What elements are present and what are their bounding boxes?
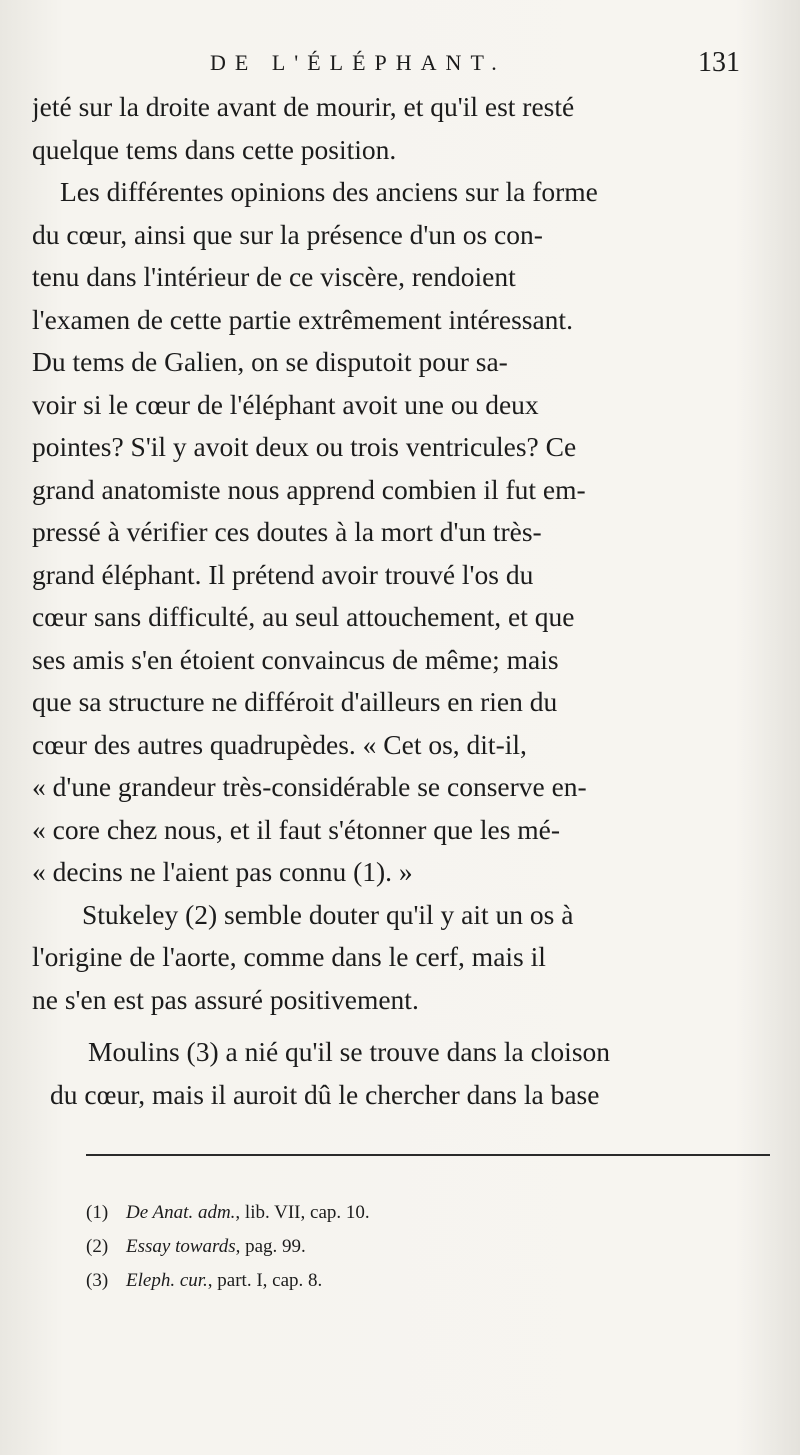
footnote-title: Eleph. cur. bbox=[126, 1270, 208, 1291]
text-line: l'origine de l'aorte, comme dans le cerf, mais il bbox=[32, 941, 546, 972]
text-line: tenu dans l'intérieur de ce viscère, rendoient bbox=[32, 261, 516, 292]
text-line: du cœur, ainsi que sur la présence d'un os con- bbox=[32, 218, 543, 250]
text-line: quelque tems dans cette position. bbox=[32, 133, 397, 165]
text-line: jeté sur la droite avant de mourir, et qu'il est resté bbox=[32, 91, 575, 122]
page-number: 131 bbox=[698, 47, 740, 78]
text-line: pressé à vérifier ces doutes à la mort d'un très- bbox=[32, 516, 542, 547]
text-line: l'examen de cette partie extrêmement intéressant. bbox=[32, 303, 573, 335]
footnote-marker: (3) bbox=[86, 1270, 109, 1291]
text-line: « decins ne l'aient pas connu (1). » bbox=[32, 856, 413, 887]
footnote bbox=[86, 1196, 746, 1230]
text-line: cœur sans difficulté, au seul attouchement, et que bbox=[32, 601, 575, 632]
paragraph bbox=[32, 1031, 764, 1116]
text-line: du cœur, mais il auroit dû le chercher dans la base bbox=[50, 1078, 600, 1110]
footnote bbox=[86, 1264, 746, 1298]
text-line: que sa structure ne différoit d'ailleurs en rien du bbox=[32, 686, 558, 717]
footnote-title: Essay towards bbox=[126, 1236, 236, 1257]
footnotes bbox=[86, 1196, 746, 1298]
paragraph bbox=[32, 894, 764, 1022]
footnote-ref: , part. I, cap. 8. bbox=[207, 1270, 323, 1291]
text-line: « core chez nous, et il faut s'étonner que les mé- bbox=[32, 813, 561, 845]
text-line: Moulins (3) a nié qu'il se trouve dans la cloison bbox=[88, 1036, 611, 1067]
text-line: Du tems de Galien, on se disputoit pour sa- bbox=[32, 346, 508, 377]
text-line: voir si le cœur de l'éléphant avoit une ou deux bbox=[32, 388, 539, 420]
text-line: Stukeley (2) semble douter qu'il y ait un os à bbox=[82, 898, 574, 930]
footnote-marker: (1) bbox=[86, 1202, 109, 1223]
text-line: grand éléphant. Il prétend avoir trouvé l'os du bbox=[32, 558, 534, 590]
text-line: grand anatomiste nous apprend combien il fut em- bbox=[32, 473, 586, 505]
footnote-ref: , pag. 99. bbox=[235, 1236, 306, 1257]
paragraph bbox=[32, 171, 764, 894]
text-line: Les différentes opinions des anciens sur la forme bbox=[60, 176, 598, 207]
text-line: ses amis s'en étoient convaincus de même; mais bbox=[32, 643, 559, 675]
running-title: DE L'ÉLÉPHANT. bbox=[210, 50, 506, 75]
footnote-marker: (2) bbox=[86, 1236, 109, 1257]
paragraph bbox=[32, 86, 764, 171]
footnote bbox=[86, 1230, 746, 1264]
body-text bbox=[32, 86, 764, 1116]
text-line: « d'une grandeur très-considérable se conserve en- bbox=[32, 771, 587, 802]
text-line: cœur des autres quadrupèdes. « Cet os, dit-il, bbox=[32, 728, 527, 760]
footnote-rule bbox=[86, 1154, 770, 1156]
footnote-title: De Anat. adm. bbox=[126, 1202, 236, 1223]
footnote-ref: , lib. VII, cap. 10. bbox=[235, 1202, 370, 1223]
text-line: pointes? S'il y avoit deux ou trois ventricules? Ce bbox=[32, 431, 577, 462]
text-line: ne s'en est pas assuré positivement. bbox=[32, 983, 419, 1015]
page-header bbox=[210, 46, 740, 80]
